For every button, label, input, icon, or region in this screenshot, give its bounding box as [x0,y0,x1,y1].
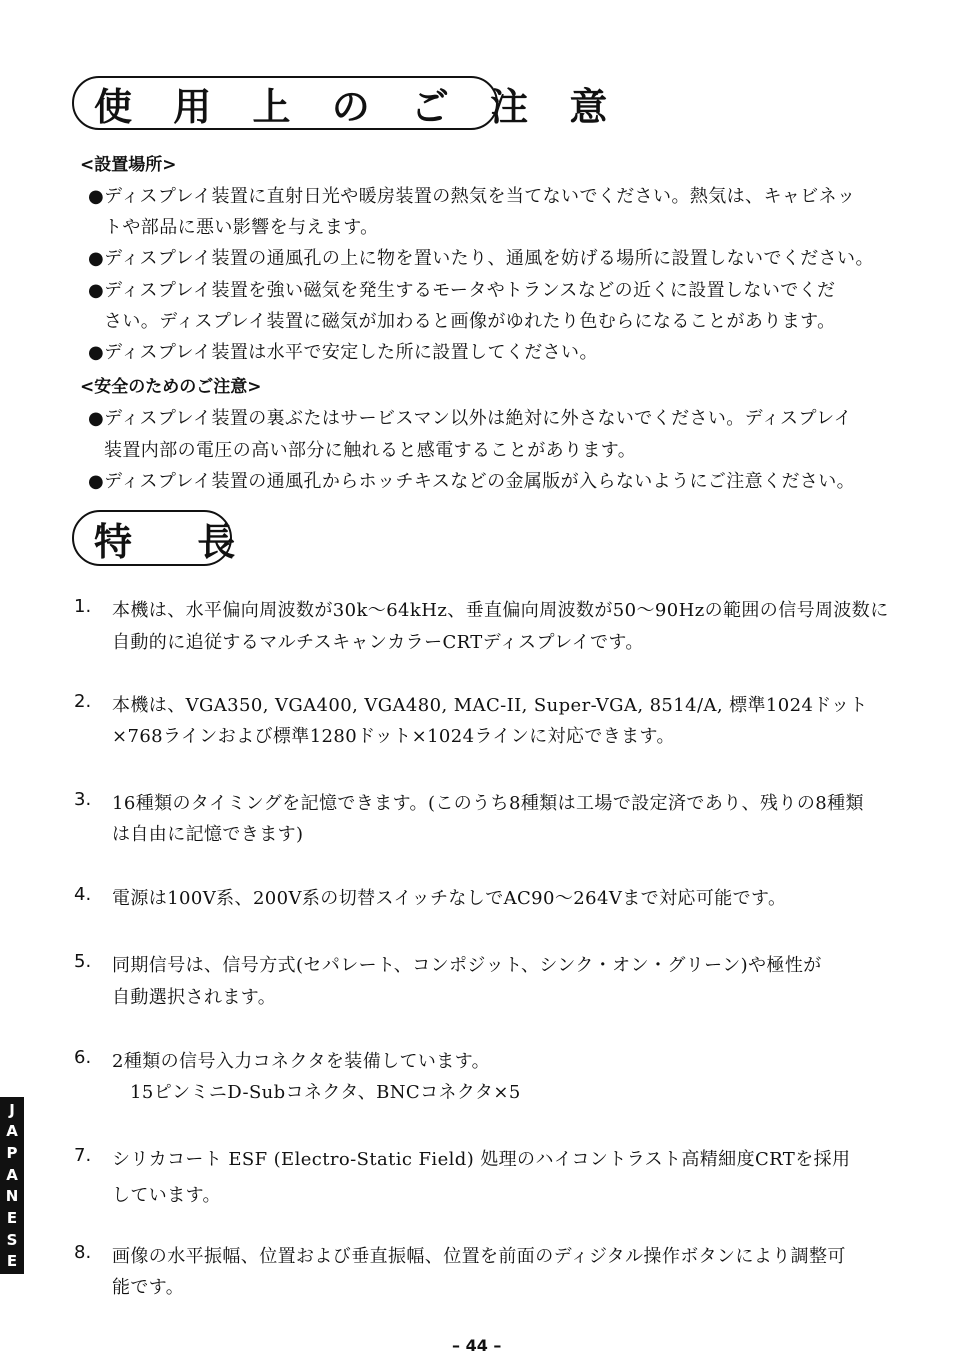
caution-title-text: 使 用 上 の ご 注 意 [94,84,622,129]
feature-line: 自動的に追従するマルチスキャンカラーCRTディスプレイです。 [112,632,644,653]
feature-line: 画像の水平振幅、位置および垂直振幅、位置を前面のディジタル操作ボタンにより調整可 [112,1246,846,1267]
caution-line: さい。ディスプレイ装置に磁気が加わると画像がゆれたり色むらになることがあります。 [104,311,836,332]
feature-number: 1. [74,596,92,617]
section-heading-safety: <安全のためのご注意> [80,377,262,397]
feature-line: 同期信号は、信号方式(セパレート、コンポジット、シンク・オン・グリーン)や極性が [112,955,822,976]
feature-line: 本機は、水平偏向周波数が30k〜64kHz、垂直偏向周波数が50〜90Hzの範囲の信号周波数に [112,600,889,621]
side-tab-letter: P [6,1144,18,1163]
side-tab-letter: A [6,1122,18,1141]
caution-line: ●ディスプレイ装置の通風孔の上に物を置いたり、通風を妨げる場所に設置しないでください。 [88,248,874,269]
feature-number: 2. [74,691,92,712]
caution-title [72,76,622,130]
section-heading-location: <設置場所> [80,155,177,175]
feature-number: 3. [74,789,92,810]
feature-line: 15ピンミニD-Subコネクタ、BNCコネクタ×5 [130,1082,521,1103]
side-tab-letter: J [9,1100,15,1119]
feature-line: 本機は、VGA350, VGA400, VGA480, MAC-II, Super-VGA, 8514/A, 標準1024ドット [112,695,868,716]
page-number: – 44 – [452,1336,502,1355]
features-title [72,510,262,566]
feature-line: しています。 [112,1185,221,1206]
feature-line: 能です。 [112,1277,185,1298]
feature-line: は自由に記憶できます) [112,824,304,845]
feature-line: 自動選択されます。 [112,987,277,1008]
feature-number: 5. [74,951,92,972]
caution-line: ●ディスプレイ装置を強い磁気を発生するモータやトランスなどの近くに設置しないでくだ [88,280,836,301]
side-tab-letter: N [5,1187,19,1206]
feature-number: 8. [74,1242,92,1263]
feature-number: 4. [74,884,92,905]
feature-line: シリカコート ESF (Electro-Static Field) 処理のハイコントラスト高精細度CRTを採用 [112,1149,851,1170]
feature-number: 6. [74,1047,92,1068]
caution-line: ●ディスプレイ装置に直射日光や暖房装置の熱気を当てないでください。熱気は、キャビネッ [88,186,856,207]
side-tab-letter: E [6,1252,18,1271]
feature-line: 2種類の信号入力コネクタを装備しています。 [112,1051,491,1072]
feature-line: 16種類のタイミングを記憶できます。(このうち8種類は工場で設定済であり、残りの8種類 [112,793,864,814]
side-tab-letter: E [6,1208,18,1227]
features-title-text: 特 長 [94,519,262,564]
caution-line: ●ディスプレイ装置は水平で安定した所に設置してください。 [88,342,598,363]
caution-line: トや部品に悪い影響を与えます。 [104,217,379,238]
side-tab-letter: S [6,1230,18,1249]
caution-line: 装置内部の電圧の高い部分に触れると感電することがあります。 [104,440,637,461]
side-tab-letter: A [6,1165,18,1184]
caution-line: ●ディスプレイ装置の裏ぶたはサービスマン以外は絶対に外さないでください。ディスプレイ [88,408,853,429]
caution-line: ●ディスプレイ装置の通風孔からホッチキスなどの金属版が入らないようにご注意ください。 [88,471,856,492]
feature-line: 電源は100V系、200V系の切替スイッチなしでAC90〜264Vまで対応可能です。 [112,888,787,909]
feature-number: 7. [74,1145,92,1166]
language-side-tab [0,1097,24,1274]
feature-line: ×768ラインおよび標準1280ドット×1024ラインに対応できます。 [112,726,675,747]
